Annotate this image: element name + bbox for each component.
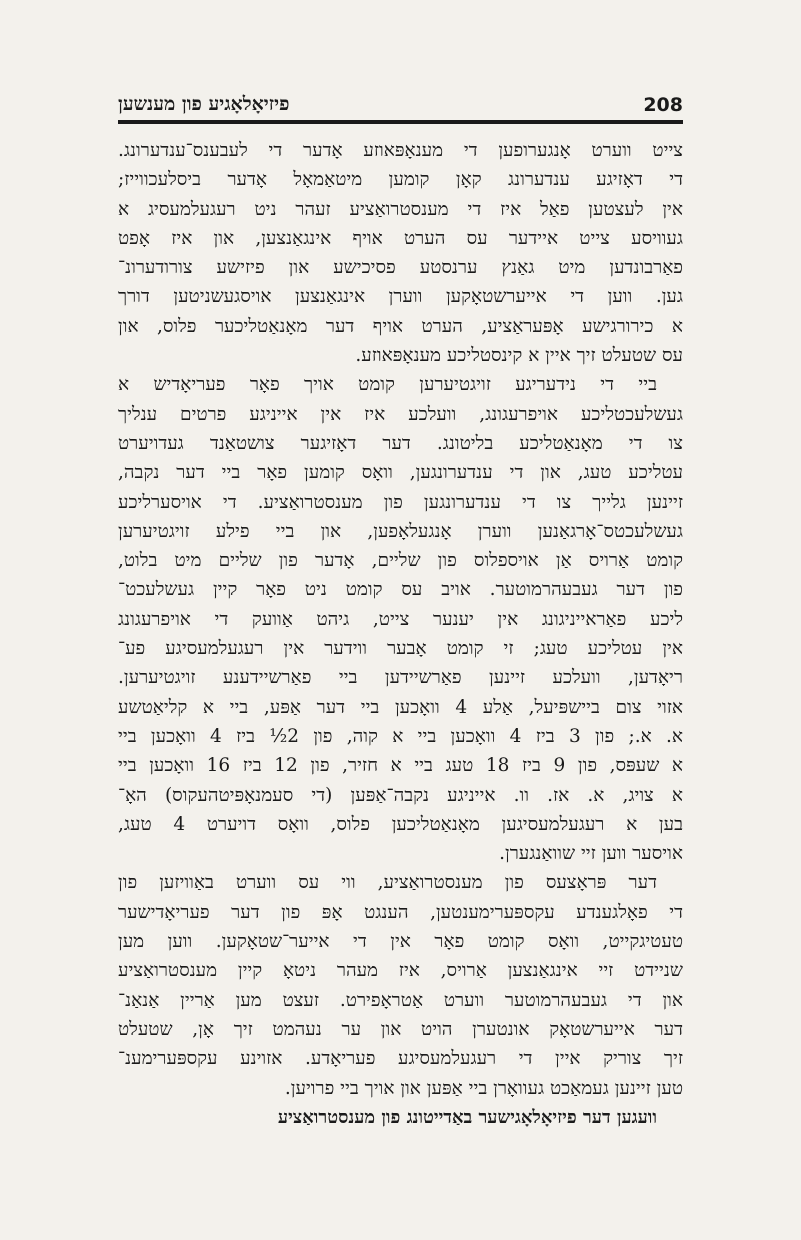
text-line: ביי די נידעריגע זויגטיערען קומט אויך פאָר פעריאָדיש א <box>118 374 657 396</box>
text-line: געשלעכטליכע אויפרעגונג, וועלכע איז אין אייניגע פרטים ענליך <box>118 403 683 425</box>
text-line: צו די מאָנאַטליכע בליטונג. דער דאָזיגער צושטאַנד געדויערט <box>118 432 683 454</box>
text-line: זיינען גלייך צו די ענדערונגען פון מענסטרואַציע. די אויסערליכע <box>118 491 683 513</box>
text-line: דער אייערשטאָק אונטערן הויט און ער נעהמט זיך אָן, שטעלט <box>118 1018 683 1040</box>
text-line: א שעפּס, פון 9 ביז 18 טעג ביי א חזיר, פון 12 ביז 16 וואָכען ביי <box>118 755 683 777</box>
text-line: צייט ווערט אָנגערופען די מענאָפּאוזע אָדער די לעבענס־ענדערונג. <box>118 140 683 161</box>
text-line: טעטיגקייט, וואָס קומט פאָר אין די אייער־שטאָקען. ווען מען <box>118 931 683 953</box>
text-line: קומט אַרויס אַן אויספלוס פון שליים, אָדער פון שליים מיט בלוט, <box>118 550 683 572</box>
text-line: עטליכע טעג, און די ענדערונגען, וואָס קומען פאָר ביי דער נקבה, <box>118 462 683 484</box>
text-line: אזוי צום ביישפּיעל, אַלע 4 וואָכען ביי דער אַפּע, ביי א קליאַטשע <box>118 696 683 718</box>
text-line: א כירורגישע אָפּעראַציע, הערט אויף דער מאָנאַטליכער פלוס, און <box>118 315 683 337</box>
text-line: פון דער געבעהרמוטער. אויב עס קומט ניט פאָר קיין געשלעכט־ <box>118 579 683 601</box>
text-line: עס שטעלט זיך איין א קינסטליכע מענאָפּאוזע. <box>355 345 683 367</box>
text-line: דער פּראָצעס פון מענסטרואַציע, ווי עס ווערט באַוויזען פון <box>118 872 657 894</box>
text-line: געשלעכטס־אָרגאַנען ווערן אָנגעלאָפען, און ביי פילע זויגטיערען <box>118 520 683 542</box>
text-line: און די געבעהרמוטער ווערט אַטראָפירט. זעצט מען אַריין אַנאַנ־ <box>118 989 683 1011</box>
text-line: גען. ווען די אייערשטאָקען ווערן אינגאַנצען אויסגעשניטען דורך <box>118 286 683 308</box>
running-head <box>118 88 683 116</box>
text-line: די דאָזיגע ענדערונג קאָן קומען מיטאַמאָל אָדער ביסלעכווייז; <box>118 169 683 191</box>
body-text <box>118 136 683 1132</box>
running-title: פיזיאָלאָגיע פון מענשען <box>118 93 290 115</box>
text-line: א. א.; פון 3 ביז 4 וואָכען ביי א קוה, פון 2½ ביז 4 וואָכען ביי <box>118 725 683 747</box>
text-line: ליכע פאַראייניגונג אין יענער צייט, גיהט אַוועק די אויפרעגונג <box>118 608 683 630</box>
text-line: אויסער ווען זיי שוואַנגערן. <box>499 843 683 865</box>
text-line: שניידט זיי אינגאַנצען אַרויס, איז מעהר ניטאָ קיין מענסטרואַציע <box>118 960 683 982</box>
text-line: די פאָלגענדע עקספּערימענטען, הענגט אָפּ פון דער פעריאָדישער <box>118 901 683 923</box>
header-rule <box>118 120 683 124</box>
text-line: טען זיינען געמאַכט געוואָרן ביי אַפּען און אויך ביי פרויען. <box>284 1077 683 1099</box>
text-line: אין לעצטען פאַל איז די מענסטרואַציע זעהר ניט רעגעלמעסיג א <box>118 198 683 220</box>
text-line: א צויג, א. אז. וו. אייניגע נקבה־אַפּען (די סעמנאָפּיטהעקוס) האָ־ <box>118 784 683 806</box>
text-line: פאַרבונדען מיט גאַנץ ערנסטע פסיכישע און פיזישע צורודערונ־ <box>118 257 683 279</box>
text-line: זיך צוריק איין די רעגעלמעסיגע פעריאָדע. אזוינע עקספּערימענ־ <box>118 1048 683 1070</box>
text-line: ריאָדען, וועלכע זיינען פאַרשיידען ביי פאַרשיידענע זויגטיערען. <box>118 667 683 689</box>
text-line: געוויסע צייט איידער עס הערט אויף אינגאַנצען, און איז אָפט <box>118 227 683 249</box>
page-number: 208 <box>643 94 683 116</box>
text-line: בען א רעגעלמעסיגען מאָנאַטליכען פלוס, וואָס דויערט 4 טעג, <box>118 813 683 835</box>
text-line: אין עטליכע טעג; זי קומט אָבער ווידער אין רעגעלמעסיגע פע־ <box>118 638 683 660</box>
section-lead-line: וועגען דער פיזיאָלאָגישער באַדייטונג פון מענסטרואַציע <box>277 1106 657 1128</box>
